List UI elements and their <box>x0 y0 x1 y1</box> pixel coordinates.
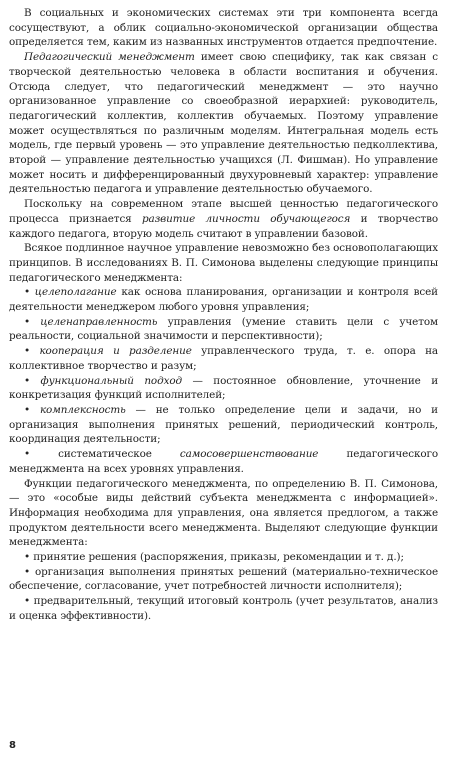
text-run: • <box>24 403 40 416</box>
text-run: Всякое подлинное научное управление невозможно без основополагающих принципов. В исследованиях В. П. Симонова выделены следующие принципы педагогического менеджмента: <box>9 242 438 284</box>
text-run: • <box>24 374 41 387</box>
text-run: • <box>24 315 41 328</box>
bullet-item <box>9 344 438 373</box>
text-run: • систематическое <box>24 448 180 461</box>
bullet-item <box>9 285 438 314</box>
bullet-item <box>9 565 438 594</box>
emphasis-text: самосовершенствование <box>179 448 319 461</box>
emphasis-text: комплексность <box>39 403 126 416</box>
text-run: • <box>24 345 40 358</box>
emphasis-text: целенаправленность <box>40 315 158 328</box>
page-number: 8 <box>9 740 16 751</box>
text-run: • организация выполнения принятых решений (материально-техническое обеспечение, согласование, учет потребностей личности исполнителя); <box>9 565 438 593</box>
text-run: педагогического менеджмента на всех уровнях управления. <box>9 448 438 475</box>
text-run: • предварительный, текущий итоговый контроль (учет результатов, анализ и оценка эффективности). <box>9 595 438 622</box>
text-run: Поскольку на современном этапе высшей ценностью педагогического процесса признается <box>9 198 438 225</box>
emphasis-text: функциональный подход <box>40 374 182 387</box>
paragraph <box>9 477 438 551</box>
text-run: • <box>24 286 35 299</box>
page-body <box>9 6 438 624</box>
text-run: управленческого труда, т. е. опора на коллективное творчество и разум; <box>9 345 438 372</box>
bullet-item <box>9 315 438 344</box>
text-run: управления (умение ставить цели с учетом реальности, социальной значимости и перспективности); <box>9 315 438 343</box>
text-run: — постоянное обновление, уточнение и конкретизация функций исполнителей; <box>9 374 439 402</box>
text-run: — не только определение цели и задачи, но и организация выполнения принятых решений, периодический контроль, координация деятельности; <box>9 403 438 446</box>
text-run: как основа планирования, организации и контроля всей деятельности менеджером любого уровня управления; <box>9 286 438 314</box>
bullet-item <box>9 447 438 476</box>
paragraph <box>9 241 438 285</box>
bullet-item <box>9 550 438 565</box>
paragraph <box>9 6 438 50</box>
text-run: В социальных и экономических системах эти три компонента всегда сосуществуют, а облик социально-экономической организации общества определяется тем, каким из названных инструментов отдается предпочтение. <box>9 7 438 49</box>
text-run: имеет свою специфику, так как связан с творческой деятельностью человека в области воспитания и обучения. Отсюда следует, что педагогический менеджмент — это научно организованное управление со своеобразной иерархией: руководитель, педагогический коллектив, коллектив обучаемых. Поэтому управление может осуществляться по различным моделям. Интегральная модель есть модель, где первый уровень — это управление деятельностью педколлектива, второй — управление деятельностью учащихся (Л. Фишман). Но управление может носить и дифференцированный двухуровневый характер: управление деятельностью педагога и управление деятельностью обучаемого. <box>9 51 438 196</box>
emphasis-text: Педагогический менеджмент <box>24 51 195 64</box>
text-run: • принятие решения (распоряжения, приказы, рекомендации и т. д.); <box>24 551 404 564</box>
emphasis-text: развитие личности обучающегося <box>141 212 351 225</box>
paragraph <box>9 50 438 197</box>
text-run: Функции педагогического менеджмента, по определению В. П. Симонова, — это «особые виды действий субъекта менеджмента с информацией». Информация необходима для управления, она является предлогом, а также продуктом деятельности всего менеджмента. Выделяют следующие функции менеджмента: <box>9 477 438 549</box>
paragraph <box>9 197 438 241</box>
emphasis-text: кооперация и разделение <box>39 345 192 358</box>
bullet-item <box>9 594 438 623</box>
emphasis-text: целеполагание <box>34 286 117 299</box>
text-run: и творчество каждого педагога, вторую модель считают в управлении базовой. <box>9 212 438 240</box>
bullet-item <box>9 403 438 447</box>
bullet-item <box>9 374 438 403</box>
